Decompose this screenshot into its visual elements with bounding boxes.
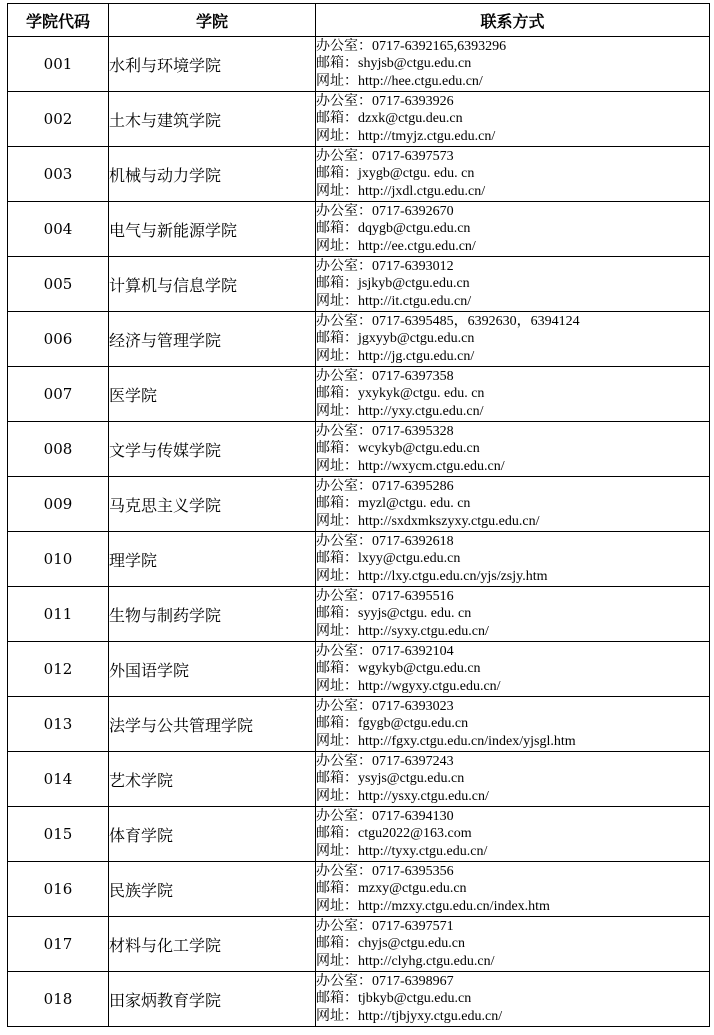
website-label: 网址： — [316, 402, 358, 419]
email-label: 邮箱： — [316, 935, 358, 952]
website-label: 网址： — [316, 292, 358, 309]
email-label: 邮箱： — [316, 330, 358, 347]
email-label: 邮箱： — [316, 770, 358, 787]
college-code: 015 — [8, 807, 109, 862]
office-value: 0717-6392104 — [372, 643, 454, 659]
college-name: 法学与公共管理学院 — [109, 697, 316, 752]
email-line — [316, 990, 709, 1008]
website-label: 网址： — [316, 72, 358, 89]
table-row — [8, 807, 710, 862]
college-code: 018 — [8, 972, 109, 1027]
website-line — [316, 348, 709, 366]
website-value[interactable]: http://yxy.ctgu.edu.cn/ — [358, 403, 484, 419]
email-value[interactable]: mzxy@ctgu.edu.cn — [358, 881, 467, 897]
website-line — [316, 238, 709, 256]
table-row — [8, 697, 710, 752]
office-label: 办公室： — [316, 92, 372, 109]
email-value[interactable]: jxygb@ctgu. edu. cn — [358, 166, 475, 182]
college-name: 水利与环境学院 — [109, 37, 316, 92]
office-line — [316, 643, 709, 661]
website-line — [316, 1008, 709, 1026]
website-label: 网址： — [316, 127, 358, 144]
website-line — [316, 623, 709, 641]
website-value[interactable]: http://tmyjz.ctgu.edu.cn/ — [358, 128, 496, 144]
email-value[interactable]: ctgu2022@163.com — [358, 826, 472, 842]
email-line — [316, 715, 709, 733]
office-value: 0717-6395356 — [372, 863, 454, 879]
email-label: 邮箱： — [316, 220, 358, 237]
contact-info — [316, 312, 710, 367]
contact-info — [316, 972, 710, 1027]
college-code: 005 — [8, 257, 109, 312]
office-value: 0717-6395516 — [372, 588, 454, 604]
office-value: 0717-6397243 — [372, 753, 454, 769]
email-value[interactable]: ysyjs@ctgu.edu.cn — [358, 771, 465, 787]
office-label: 办公室： — [316, 752, 372, 769]
website-line — [316, 898, 709, 916]
office-line — [316, 93, 709, 111]
email-label: 邮箱： — [316, 385, 358, 402]
office-value: 0717-6395286 — [372, 478, 454, 494]
table-row — [8, 202, 710, 257]
email-label: 邮箱： — [316, 165, 358, 182]
website-value[interactable]: http://jxdl.ctgu.edu.cn/ — [358, 183, 486, 199]
office-value: 0717-6393926 — [372, 93, 454, 109]
office-label: 办公室： — [316, 312, 372, 329]
contact-info — [316, 807, 710, 862]
office-line — [316, 423, 709, 441]
email-value[interactable]: yxykyk@ctgu. edu. cn — [358, 386, 485, 402]
website-label: 网址： — [316, 512, 358, 529]
college-code: 016 — [8, 862, 109, 917]
office-label: 办公室： — [316, 972, 372, 989]
header-college-code: 学院代码 — [8, 4, 109, 37]
contact-info — [316, 37, 710, 92]
website-line — [316, 568, 709, 586]
office-line — [316, 918, 709, 936]
contact-info — [316, 752, 710, 807]
contact-info — [316, 202, 710, 257]
office-value: 0717-6395328 — [372, 423, 454, 439]
office-label: 办公室： — [316, 257, 372, 274]
website-value[interactable]: http://ee.ctgu.edu.cn/ — [358, 238, 476, 254]
email-label: 邮箱： — [316, 110, 358, 127]
office-label: 办公室： — [316, 532, 372, 549]
college-name: 材料与化工学院 — [109, 917, 316, 972]
email-value[interactable]: jgxyyb@ctgu.edu.cn — [358, 331, 475, 347]
contact-info — [316, 422, 710, 477]
website-value[interactable]: http://wxycm.ctgu.edu.cn/ — [358, 458, 505, 474]
table-row — [8, 147, 710, 202]
table-row — [8, 92, 710, 147]
office-label: 办公室： — [316, 367, 372, 384]
college-contact-table — [7, 3, 710, 1027]
college-name: 计算机与信息学院 — [109, 257, 316, 312]
contact-info — [316, 917, 710, 972]
table-header-row — [8, 4, 710, 37]
email-label: 邮箱： — [316, 605, 358, 622]
office-line — [316, 258, 709, 276]
table-row — [8, 367, 710, 422]
office-line — [316, 533, 709, 551]
college-code: 001 — [8, 37, 109, 92]
college-name: 经济与管理学院 — [109, 312, 316, 367]
college-code: 007 — [8, 367, 109, 422]
website-value[interactable]: http://syxy.ctgu.edu.cn/ — [358, 623, 489, 639]
email-line — [316, 495, 709, 513]
email-label: 邮箱： — [316, 715, 358, 732]
website-label: 网址： — [316, 897, 358, 914]
email-label: 邮箱： — [316, 55, 358, 72]
office-line — [316, 148, 709, 166]
office-value: 0717-6397571 — [372, 918, 454, 934]
contact-info — [316, 477, 710, 532]
website-label: 网址： — [316, 1007, 358, 1024]
table-row — [8, 917, 710, 972]
office-value: 0717-6395485，6392630，6394124 — [372, 313, 580, 329]
email-label: 邮箱： — [316, 660, 358, 677]
office-line — [316, 203, 709, 221]
college-name: 马克思主义学院 — [109, 477, 316, 532]
college-name: 生物与制药学院 — [109, 587, 316, 642]
website-line — [316, 843, 709, 861]
website-label: 网址： — [316, 842, 358, 859]
office-label: 办公室： — [316, 477, 372, 494]
office-label: 办公室： — [316, 807, 372, 824]
email-label: 邮箱： — [316, 990, 358, 1007]
college-code: 002 — [8, 92, 109, 147]
website-line — [316, 678, 709, 696]
table-row — [8, 752, 710, 807]
email-value[interactable]: dzxk@ctgu.deu.cn — [358, 111, 463, 127]
website-value[interactable]: http://clyhg.ctgu.edu.cn/ — [358, 953, 495, 969]
email-line — [316, 770, 709, 788]
college-code: 017 — [8, 917, 109, 972]
office-line — [316, 38, 709, 56]
contact-info — [316, 862, 710, 917]
college-name: 外国语学院 — [109, 642, 316, 697]
website-value[interactable]: http://jg.ctgu.edu.cn/ — [358, 348, 475, 364]
website-line — [316, 293, 709, 311]
email-line — [316, 550, 709, 568]
office-label: 办公室： — [316, 37, 372, 54]
office-value: 0717-6397358 — [372, 368, 454, 384]
website-line — [316, 513, 709, 531]
email-line — [316, 935, 709, 953]
college-name: 电气与新能源学院 — [109, 202, 316, 257]
email-line — [316, 330, 709, 348]
email-value[interactable]: tjbkyb@ctgu.edu.cn — [358, 991, 472, 1007]
website-value[interactable]: http://mzxy.ctgu.edu.cn/index.htm — [358, 898, 550, 914]
website-label: 网址： — [316, 622, 358, 639]
office-value: 0717-6392165,6393296 — [372, 38, 507, 54]
website-value[interactable]: http://ysxy.ctgu.edu.cn/ — [358, 788, 489, 804]
contact-info — [316, 532, 710, 587]
office-line — [316, 313, 709, 331]
table-row — [8, 257, 710, 312]
office-line — [316, 368, 709, 386]
table-row — [8, 422, 710, 477]
email-line — [316, 660, 709, 678]
website-line — [316, 128, 709, 146]
contact-info — [316, 92, 710, 147]
table-row — [8, 862, 710, 917]
contact-info — [316, 147, 710, 202]
website-value[interactable]: http://wgyxy.ctgu.edu.cn/ — [358, 678, 501, 694]
table-row — [8, 312, 710, 367]
website-label: 网址： — [316, 567, 358, 584]
office-label: 办公室： — [316, 202, 372, 219]
office-label: 办公室： — [316, 697, 372, 714]
college-name: 艺术学院 — [109, 752, 316, 807]
website-label: 网址： — [316, 457, 358, 474]
office-label: 办公室： — [316, 587, 372, 604]
table-row — [8, 587, 710, 642]
website-label: 网址： — [316, 952, 358, 969]
email-value[interactable]: wcykyb@ctgu.edu.cn — [358, 441, 480, 457]
college-code: 011 — [8, 587, 109, 642]
website-label: 网址： — [316, 732, 358, 749]
contact-info — [316, 697, 710, 752]
contact-info — [316, 642, 710, 697]
email-label: 邮箱： — [316, 550, 358, 567]
college-code: 010 — [8, 532, 109, 587]
email-value[interactable]: jsjkyb@ctgu.edu.cn — [358, 276, 470, 292]
email-label: 邮箱： — [316, 275, 358, 292]
office-value: 0717-6397573 — [372, 148, 454, 164]
website-line — [316, 953, 709, 971]
website-value[interactable]: http://sxdxmkszyxy.ctgu.edu.cn/ — [358, 513, 540, 529]
website-label: 网址： — [316, 787, 358, 804]
email-value[interactable]: dqygb@ctgu.edu.cn — [358, 221, 471, 237]
college-code: 003 — [8, 147, 109, 202]
office-line — [316, 753, 709, 771]
email-label: 邮箱： — [316, 440, 358, 457]
office-line — [316, 478, 709, 496]
office-label: 办公室： — [316, 147, 372, 164]
office-label: 办公室： — [316, 862, 372, 879]
website-label: 网址： — [316, 237, 358, 254]
header-college: 学院 — [109, 4, 316, 37]
college-name: 医学院 — [109, 367, 316, 422]
office-label: 办公室： — [316, 642, 372, 659]
table-row — [8, 37, 710, 92]
website-value[interactable]: http://fgxy.ctgu.edu.cn/index/yjsgl.htm — [358, 733, 576, 749]
college-code: 014 — [8, 752, 109, 807]
office-value: 0717-6394130 — [372, 808, 454, 824]
office-line — [316, 698, 709, 716]
email-value[interactable]: shyjsb@ctgu.edu.cn — [358, 56, 472, 72]
contact-info — [316, 367, 710, 422]
email-line — [316, 440, 709, 458]
table-row — [8, 532, 710, 587]
website-label: 网址： — [316, 347, 358, 364]
website-line — [316, 458, 709, 476]
website-line — [316, 73, 709, 91]
email-label: 邮箱： — [316, 880, 358, 897]
table-row — [8, 972, 710, 1027]
website-label: 网址： — [316, 677, 358, 694]
office-value: 0717-6393023 — [372, 698, 454, 714]
email-line — [316, 220, 709, 238]
website-line — [316, 733, 709, 751]
email-value[interactable]: syyjs@ctgu. edu. cn — [358, 606, 472, 622]
email-line — [316, 385, 709, 403]
email-label: 邮箱： — [316, 495, 358, 512]
office-value: 0717-6392618 — [372, 533, 454, 549]
website-value[interactable]: http://lxy.ctgu.edu.cn/yjs/zsjy.htm — [358, 568, 548, 584]
college-name: 机械与动力学院 — [109, 147, 316, 202]
college-name: 体育学院 — [109, 807, 316, 862]
website-value[interactable]: http://it.ctgu.edu.cn/ — [358, 293, 472, 309]
college-code: 008 — [8, 422, 109, 477]
email-line — [316, 55, 709, 73]
contact-info — [316, 257, 710, 312]
website-value[interactable]: http://hee.ctgu.edu.cn/ — [358, 73, 483, 89]
office-value: 0717-6392670 — [372, 203, 454, 219]
office-line — [316, 808, 709, 826]
email-line — [316, 880, 709, 898]
email-line — [316, 275, 709, 293]
office-label: 办公室： — [316, 917, 372, 934]
office-line — [316, 588, 709, 606]
email-line — [316, 825, 709, 843]
college-name: 田家炳教育学院 — [109, 972, 316, 1027]
website-label: 网址： — [316, 182, 358, 199]
college-name: 理学院 — [109, 532, 316, 587]
office-value: 0717-6398967 — [372, 973, 454, 989]
college-code: 012 — [8, 642, 109, 697]
office-line — [316, 973, 709, 991]
college-name: 文学与传媒学院 — [109, 422, 316, 477]
website-value[interactable]: http://tyxy.ctgu.edu.cn/ — [358, 843, 488, 859]
email-value[interactable]: lxyy@ctgu.edu.cn — [358, 551, 461, 567]
website-line — [316, 183, 709, 201]
website-line — [316, 403, 709, 421]
college-code: 009 — [8, 477, 109, 532]
email-line — [316, 110, 709, 128]
email-label: 邮箱： — [316, 825, 358, 842]
email-line — [316, 605, 709, 623]
college-code: 004 — [8, 202, 109, 257]
office-line — [316, 863, 709, 881]
table-row — [8, 477, 710, 532]
email-value[interactable]: fgygb@ctgu.edu.cn — [358, 716, 469, 732]
email-value[interactable]: chyjs@ctgu.edu.cn — [358, 936, 465, 952]
email-line — [316, 165, 709, 183]
college-code: 006 — [8, 312, 109, 367]
email-value[interactable]: myzl@ctgu. edu. cn — [358, 496, 471, 512]
email-value[interactable]: wgykyb@ctgu.edu.cn — [358, 661, 481, 677]
website-value[interactable]: http://tjbjyxy.ctgu.edu.cn/ — [358, 1008, 503, 1024]
table-row — [8, 642, 710, 697]
office-value: 0717-6393012 — [372, 258, 454, 274]
contact-info — [316, 587, 710, 642]
website-line — [316, 788, 709, 806]
college-name: 土木与建筑学院 — [109, 92, 316, 147]
header-contact: 联系方式 — [316, 4, 710, 37]
college-code: 013 — [8, 697, 109, 752]
office-label: 办公室： — [316, 422, 372, 439]
college-name: 民族学院 — [109, 862, 316, 917]
